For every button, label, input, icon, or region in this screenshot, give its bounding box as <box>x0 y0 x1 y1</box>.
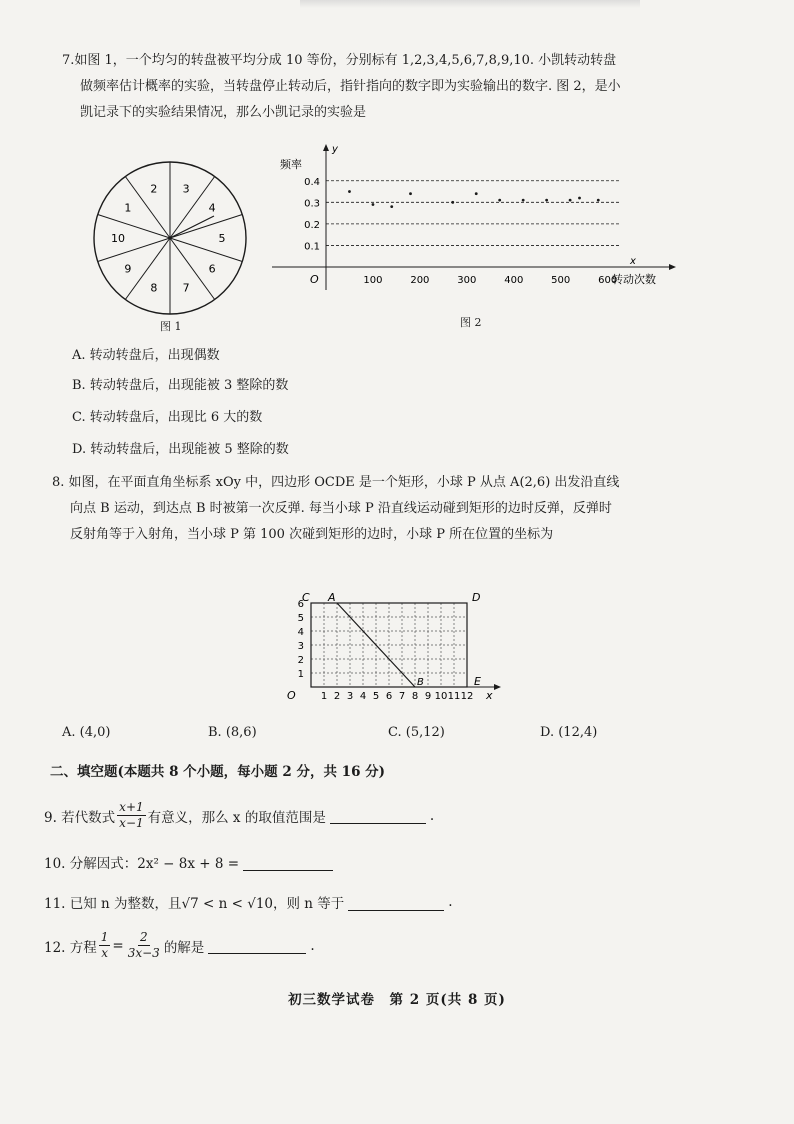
wheel-spoke <box>98 238 170 261</box>
chart-gridlines <box>326 181 620 246</box>
wheel-spoke <box>98 215 170 238</box>
q9-answer-blank[interactable] <box>330 807 426 824</box>
q10-answer-blank[interactable] <box>243 854 333 871</box>
question-10 <box>44 852 337 872</box>
x-tick-label: 400 <box>504 275 524 286</box>
wheel-label: 5 <box>218 232 226 245</box>
q12-left-denominator: x <box>101 946 108 960</box>
rectangle-grid-figure <box>284 588 504 708</box>
grid-x-tick: 12 <box>460 691 474 702</box>
data-point <box>498 199 501 202</box>
question-9 <box>44 800 434 831</box>
grid-y-tick: 2 <box>297 655 304 666</box>
grid-x-axis-arrow <box>494 684 501 690</box>
grid-x-tick: 7 <box>398 691 406 702</box>
wheel-label: 9 <box>124 262 132 276</box>
x-tick-label: 600 <box>598 275 618 286</box>
y-tick-label: 0.1 <box>304 241 320 253</box>
q9-suffix: 有意义，那么 x 的取值范围是 <box>147 809 326 826</box>
section-2-heading: 二、填空题(本题共 8 个小题，每小题 2 分，共 16 分) <box>50 764 386 780</box>
wheel-label: 4 <box>208 201 216 215</box>
q9-end: . <box>429 807 435 824</box>
q11-answer-blank[interactable] <box>348 894 444 911</box>
grid-x-tick: 4 <box>359 691 367 702</box>
label-x: x <box>486 689 493 702</box>
y-axis-label: 频率 <box>280 158 302 171</box>
wheel-label: 6 <box>208 262 216 276</box>
q8-option-b: B. (8,6) <box>208 725 257 740</box>
origin-label: O <box>310 273 319 286</box>
question-11 <box>44 892 453 912</box>
label-b: B <box>417 677 424 688</box>
q12-end: . <box>310 937 315 954</box>
x-axis-letter: x <box>630 256 636 267</box>
y-axis-arrow <box>323 144 329 151</box>
q8-line-3: 反射角等于入射角，当小球 P 第 100 次碰到矩形的边时，小球 P 所在位置的坐标为 <box>70 527 554 542</box>
question-8 <box>52 470 619 548</box>
y-axis-letter: y <box>332 144 338 155</box>
page-footer: 初三数学试卷 第 2 页(共 8 页) <box>288 992 506 1008</box>
q8-option-a: A. (4,0) <box>62 725 111 740</box>
wheel-spoke <box>170 215 242 238</box>
grid-y-tick: 1 <box>297 669 304 680</box>
grid-lines <box>311 603 467 687</box>
q12-fraction-left <box>99 930 111 961</box>
wheel-label: 10 <box>111 232 125 245</box>
data-point <box>451 201 454 204</box>
q7-option-c: C. 转动转盘后，出现比 6 大的数 <box>72 410 263 425</box>
data-point <box>475 192 478 195</box>
grid-y-tick: 6 <box>297 599 304 610</box>
data-point <box>348 190 351 193</box>
y-tick-label: 0.3 <box>304 198 320 210</box>
grid-x-tick: 11 <box>447 691 461 702</box>
q8-option-c: C. (5,12) <box>388 725 445 740</box>
data-point <box>597 199 600 202</box>
grid-x-tick: 1 <box>320 691 328 702</box>
grid-x-tick: 3 <box>346 691 354 702</box>
y-tick-label: 0.2 <box>304 219 320 231</box>
q11-text: 11. 已知 n 为整数，且√7 < n < √10，则 n 等于 <box>44 896 345 912</box>
x-tick-label: 300 <box>457 275 477 286</box>
data-point <box>372 203 375 206</box>
label-c: C <box>302 591 310 604</box>
data-point <box>390 205 393 208</box>
q12-answer-blank[interactable] <box>208 937 306 954</box>
grid-y-tick: 5 <box>297 613 304 624</box>
wheel-spoke <box>170 238 242 261</box>
x-tick-label: 500 <box>551 275 571 286</box>
q8-line-1: 8. 如图，在平面直角坐标系 xOy 中，四边形 OCDE 是一个矩形，小球 P 从点 A(2,6) 出发沿直线 <box>52 475 620 490</box>
q10-text: 10. 分解因式：2x² − 8x + 8 = <box>44 856 240 872</box>
q9-denominator: x−1 <box>119 816 144 830</box>
q7-line-2: 做频率估计概率的实验，当转盘停止转动后，指针指向的数字即为实验输出的数字. 图 2，是小 <box>80 79 621 94</box>
grid-y-ticks <box>298 599 304 680</box>
x-tick-label: 100 <box>363 275 383 286</box>
label-a: A <box>328 591 336 604</box>
q11-end: . <box>448 894 453 910</box>
fig2-caption: 图 2 <box>460 316 482 329</box>
label-e: E <box>474 675 481 688</box>
q7-option-b: B. 转动转盘后，出现能被 3 整除的数 <box>72 378 289 393</box>
x-tick-label: 200 <box>410 275 430 286</box>
q7-line-1: 7.如图 1，一个均匀的转盘被平均分成 10 等份，分别标有 1,2,3,4,5,6,7,8,9,10. 小凯转动转盘 <box>62 53 617 68</box>
q9-numerator: x+1 <box>119 800 144 814</box>
grid-x-tick: 9 <box>424 691 432 702</box>
grid-x-tick: 6 <box>385 691 393 702</box>
data-point <box>578 197 581 200</box>
q12-prefix: 12. 方程 <box>44 939 97 956</box>
wheel-label: 2 <box>150 182 158 196</box>
x-axis-arrow <box>669 264 676 270</box>
scan-mark <box>300 0 640 8</box>
data-point <box>545 199 548 202</box>
data-point <box>522 199 525 202</box>
chart-y-ticks <box>304 177 320 253</box>
spinner-wheel-figure <box>92 160 252 320</box>
question-12 <box>44 930 315 961</box>
data-point <box>569 199 572 202</box>
q8-option-d: D. (12,4) <box>540 725 598 740</box>
q7-option-a: A. 转动转盘后，出现偶数 <box>72 348 220 363</box>
wheel-spoke <box>125 238 170 299</box>
data-point <box>409 192 412 195</box>
grid-x-tick: 10 <box>434 691 448 702</box>
grid-x-tick: 5 <box>372 691 380 702</box>
q8-line-2: 向点 B 运动，到达点 B 时被第一次反弹. 每当小球 P 沿直线运动碰到矩形的边时反弹，反弹时 <box>70 501 612 516</box>
grid-x-tick: 8 <box>411 691 419 702</box>
grid-x-ticks <box>321 691 474 702</box>
grid-x-tick: 2 <box>333 691 341 702</box>
wheel-spoke <box>125 177 170 238</box>
fig1-caption: 图 1 <box>160 320 182 333</box>
q12-equals: = <box>112 937 124 954</box>
wheel-label: 3 <box>182 182 190 196</box>
q9-prefix: 9. 若代数式 <box>44 809 116 826</box>
wheel-label: 7 <box>182 281 190 295</box>
wheel-label: 8 <box>150 281 158 295</box>
q12-suffix: 的解是 <box>163 939 205 956</box>
chart-x-ticks <box>363 275 617 286</box>
q9-fraction <box>117 800 145 831</box>
label-o: O <box>287 689 296 702</box>
grid-y-tick: 4 <box>297 627 304 638</box>
frequency-chart <box>268 140 688 300</box>
q12-right-denominator: 3x−3 <box>127 946 160 960</box>
q12-left-numerator: 1 <box>100 930 109 944</box>
x-axis-label: 转动次数 <box>612 273 656 286</box>
chart-points <box>348 190 600 208</box>
question-7 <box>62 48 702 126</box>
y-tick-label: 0.4 <box>304 176 320 188</box>
wheel-label: 1 <box>124 201 132 215</box>
grid-y-tick: 3 <box>297 641 304 652</box>
label-d: D <box>472 591 481 604</box>
pointer-needle <box>170 216 214 238</box>
q7-line-3: 凯记录下的实验结果情况，那么小凯记录的实验是 <box>80 105 367 120</box>
q12-fraction-right <box>126 930 162 961</box>
q12-right-numerator: 2 <box>139 930 148 944</box>
q7-option-d: D. 转动转盘后，出现能被 5 整除的数 <box>72 442 289 457</box>
